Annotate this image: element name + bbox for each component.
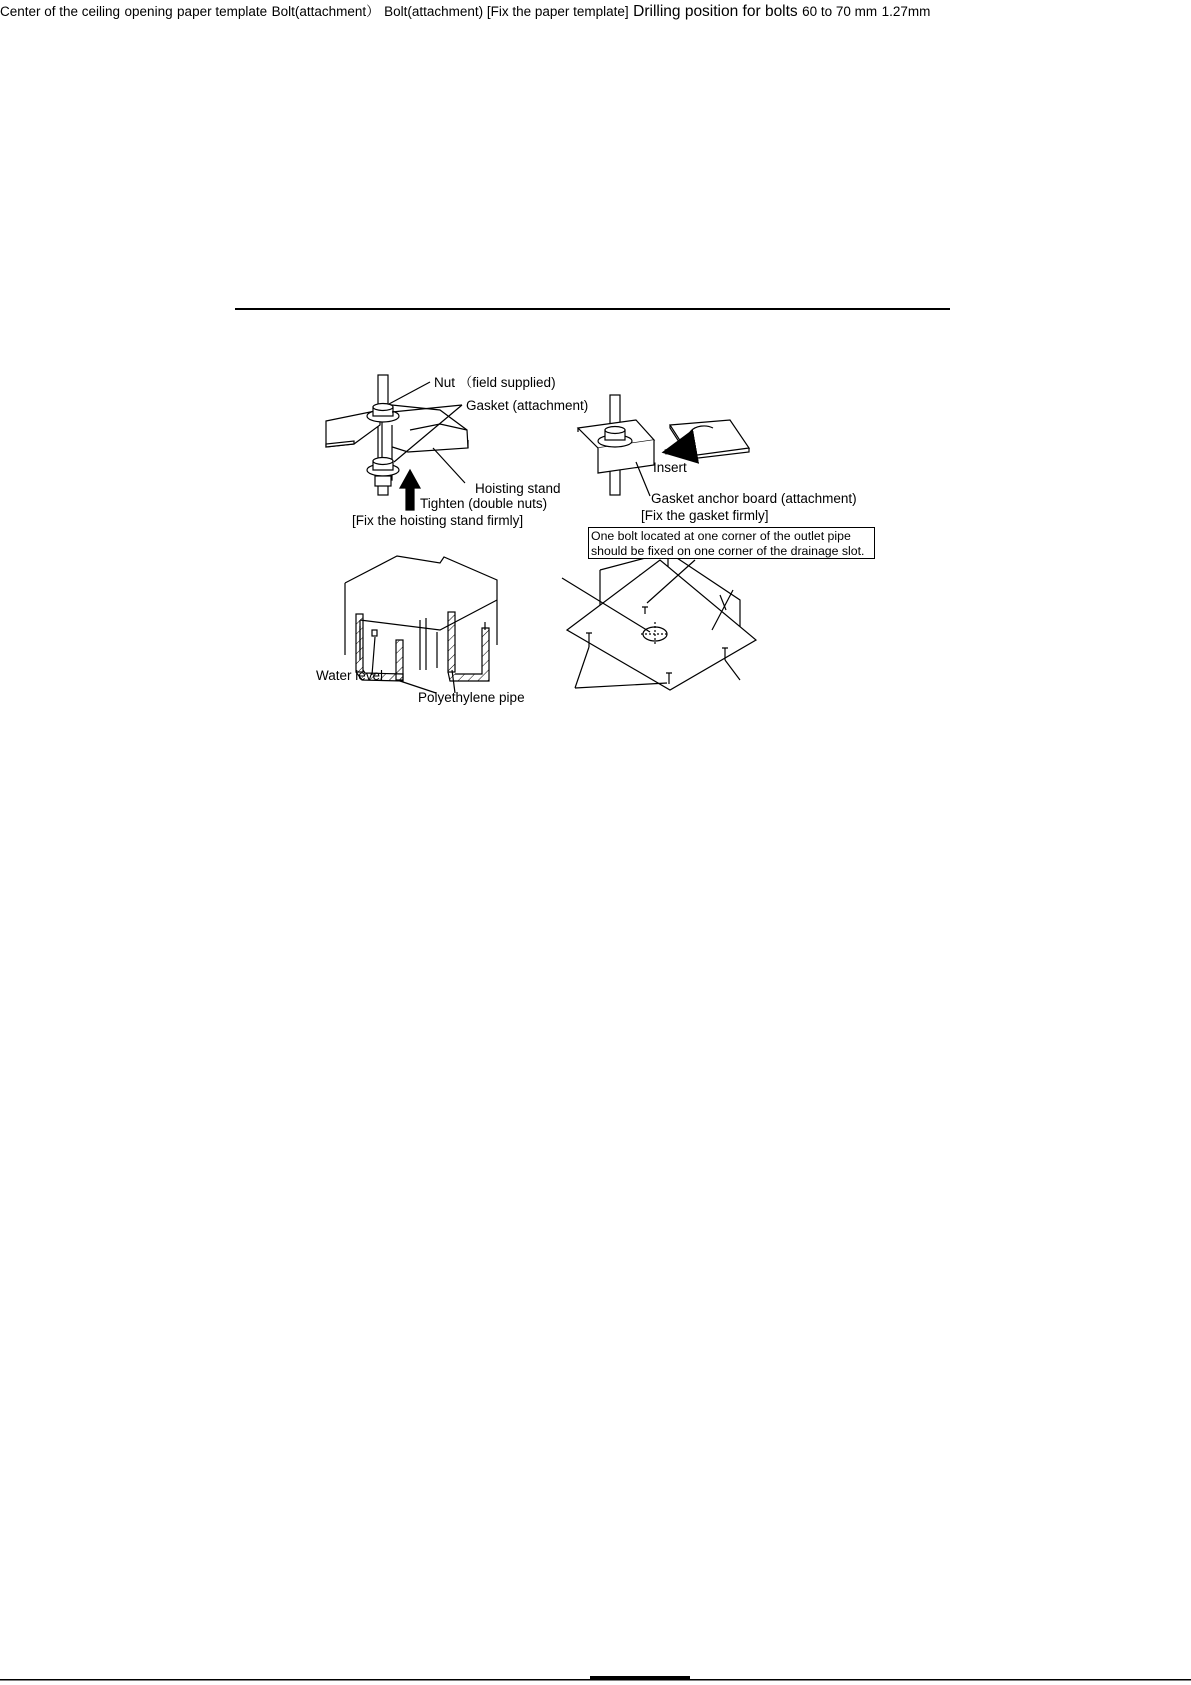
hoisting-stand-figure (326, 375, 468, 510)
center-label-1: Center of the ceiling (0, 4, 121, 19)
hoisting-stand-label: Hoisting stand (475, 481, 561, 496)
gasket-anchor-label: Gasket anchor board (attachment) (651, 491, 857, 506)
hoisting-caption: [Fix the hoisting stand firmly] (352, 513, 524, 528)
bolt-note-line1: One bolt located at one corner of the outlet pipe (591, 529, 851, 543)
center-label-2: opening (124, 4, 173, 19)
width-label: 1.27mm (881, 4, 931, 19)
depth-label: 60 to 70 mm (802, 4, 878, 19)
drilling-label: Drilling position for bolts (633, 3, 798, 20)
polyethylene-label: Polyethylene pipe (418, 690, 525, 705)
gasket-caption: [Fix the gasket firmly] (641, 508, 769, 523)
nut-label: Nut （field supplied) (434, 375, 556, 390)
bolt-caption: Bolt(attachment) [Fix the paper template] (384, 4, 629, 19)
bolt-right-label: Bolt(attachment） (271, 4, 380, 19)
insert-label: Insert (653, 460, 687, 475)
gasket-label: Gasket (attachment) (466, 398, 589, 413)
bolt-note-line2: should be fixed on one corner of the drainage slot. (591, 543, 865, 558)
paper-template-label: paper template (177, 4, 268, 19)
bottom-scan-strip (0, 1676, 1191, 1685)
water-level-label: Water level (316, 668, 384, 683)
tighten-label: Tighten (double nuts) (420, 496, 548, 511)
paper-template-figure (562, 552, 756, 690)
gasket-anchor-figure (578, 395, 749, 496)
bolt-note (588, 527, 875, 559)
